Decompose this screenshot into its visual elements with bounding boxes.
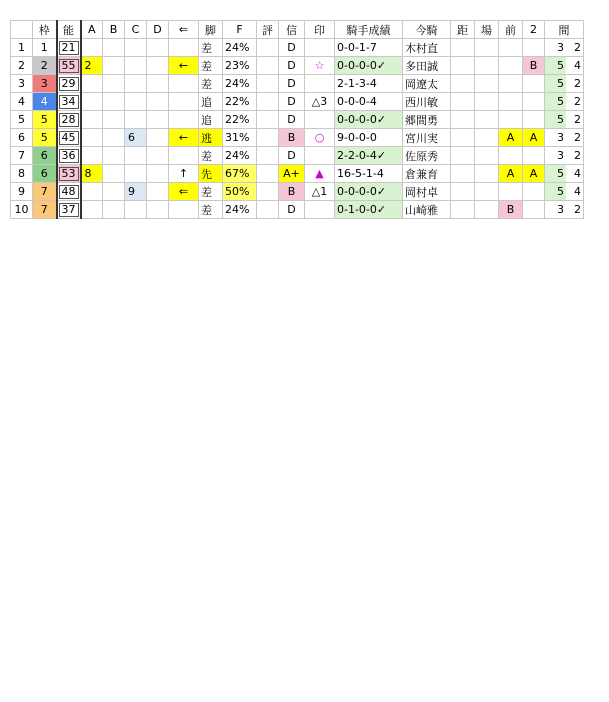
hyoka-cell bbox=[257, 111, 279, 129]
mae-cell bbox=[499, 75, 523, 93]
kyori-cell bbox=[451, 201, 475, 219]
hyoka-cell bbox=[257, 57, 279, 75]
kyakushitsu-cell: 差 bbox=[199, 183, 223, 201]
jockey-cell: 岡遼太 bbox=[403, 75, 451, 93]
kyori-cell bbox=[451, 39, 475, 57]
kankaku-a: 5 bbox=[545, 93, 566, 110]
kyakushitsu-cell: 差 bbox=[199, 57, 223, 75]
kankaku-a: 3 bbox=[557, 41, 564, 54]
table-row bbox=[11, 93, 584, 111]
ni-cell bbox=[523, 111, 545, 129]
kyakushitsu-cell: 差 bbox=[199, 201, 223, 219]
rank-b-cell bbox=[103, 57, 125, 75]
nouryoku-cell: 36 bbox=[57, 147, 81, 165]
table-row bbox=[11, 183, 584, 201]
ni-cell bbox=[523, 39, 545, 57]
nouryoku-cell: 34 bbox=[57, 93, 81, 111]
jockey-cell: 郷間勇 bbox=[403, 111, 451, 129]
shinrai-cell: D bbox=[279, 39, 305, 57]
kyori-cell bbox=[451, 147, 475, 165]
shinrai-cell: D bbox=[279, 147, 305, 165]
shirushi-cell bbox=[305, 75, 335, 93]
kyori-cell bbox=[451, 111, 475, 129]
table-row bbox=[11, 165, 584, 183]
kankaku-a: 5 bbox=[545, 57, 566, 74]
waku-cell: 5 bbox=[33, 129, 57, 147]
mae-cell bbox=[499, 57, 523, 75]
waku-cell: 3 bbox=[33, 75, 57, 93]
ni-cell bbox=[523, 75, 545, 93]
mae-cell bbox=[499, 93, 523, 111]
umaban-cell: 7 bbox=[11, 147, 33, 165]
jockey-record-cell: 2-1-3-4 bbox=[335, 75, 403, 93]
rank-c-cell bbox=[125, 111, 147, 129]
kyakushitsu-cell: 追 bbox=[199, 111, 223, 129]
header-f-rate: F bbox=[223, 21, 257, 39]
header-hyoka: 評 bbox=[257, 21, 279, 39]
ba-cell bbox=[475, 111, 499, 129]
rank-c-cell: 6 bbox=[125, 129, 147, 147]
jockey-cell: 多田誠 bbox=[403, 57, 451, 75]
header-rank-a: A bbox=[81, 21, 103, 39]
ba-cell bbox=[475, 183, 499, 201]
rank-b-cell bbox=[103, 165, 125, 183]
kyori-cell bbox=[451, 93, 475, 111]
arrow-cell: ↑ bbox=[169, 165, 199, 183]
rank-c-cell bbox=[125, 201, 147, 219]
rank-d-cell bbox=[147, 147, 169, 165]
ba-cell bbox=[475, 57, 499, 75]
header-ni: 2 bbox=[523, 21, 545, 39]
rank-c-cell bbox=[125, 147, 147, 165]
header-rank-c: C bbox=[125, 21, 147, 39]
kankaku-b: 4 bbox=[574, 59, 581, 72]
arrow-cell bbox=[169, 201, 199, 219]
jockey-cell: 倉兼育 bbox=[403, 165, 451, 183]
rank-a-cell bbox=[81, 147, 103, 165]
header-kyakushitsu: 脚 bbox=[199, 21, 223, 39]
waku-cell: 2 bbox=[33, 57, 57, 75]
jockey-cell: 岡村卓 bbox=[403, 183, 451, 201]
rank-b-cell bbox=[103, 93, 125, 111]
rank-c-cell bbox=[125, 57, 147, 75]
kyori-cell bbox=[451, 165, 475, 183]
table-row bbox=[11, 39, 584, 57]
jockey-record-cell: 0-1-0-0✓ bbox=[335, 201, 403, 219]
nouryoku-cell: 29 bbox=[57, 75, 81, 93]
kyakushitsu-cell: 差 bbox=[199, 147, 223, 165]
jockey-cell: 西川敏 bbox=[403, 93, 451, 111]
table-row bbox=[11, 57, 584, 75]
ni-cell: A bbox=[523, 129, 545, 147]
f-rate-cell: 24% bbox=[223, 201, 257, 219]
jockey-record-cell: 0-0-0-0✓ bbox=[335, 183, 403, 201]
kankaku-b: 2 bbox=[574, 149, 581, 162]
umaban-cell: 4 bbox=[11, 93, 33, 111]
rank-d-cell bbox=[147, 111, 169, 129]
kankaku-a: 3 bbox=[557, 131, 564, 144]
kankaku-a: 5 bbox=[545, 165, 566, 182]
arrow-cell: ⇐ bbox=[169, 183, 199, 201]
rank-c-cell bbox=[125, 39, 147, 57]
rank-b-cell bbox=[103, 39, 125, 57]
waku-cell: 1 bbox=[33, 39, 57, 57]
ba-cell bbox=[475, 147, 499, 165]
waku-cell: 6 bbox=[33, 165, 57, 183]
waku-cell: 6 bbox=[33, 147, 57, 165]
shinrai-cell: B bbox=[279, 183, 305, 201]
kankaku-b: 2 bbox=[574, 41, 581, 54]
rank-a-cell bbox=[81, 111, 103, 129]
ni-cell bbox=[523, 93, 545, 111]
kankaku-b: 2 bbox=[574, 113, 581, 126]
kankaku-cell bbox=[545, 129, 584, 147]
jockey-record-cell: 2-2-0-4✓ bbox=[335, 147, 403, 165]
header-ba: 場 bbox=[475, 21, 499, 39]
shinrai-cell: D bbox=[279, 75, 305, 93]
rank-b-cell bbox=[103, 147, 125, 165]
rank-d-cell bbox=[147, 129, 169, 147]
jockey-record-cell: 0-0-0-0✓ bbox=[335, 57, 403, 75]
ni-cell: B bbox=[523, 57, 545, 75]
nouryoku-cell: 28 bbox=[57, 111, 81, 129]
nouryoku-cell: 48 bbox=[57, 183, 81, 201]
kankaku-b: 2 bbox=[574, 77, 581, 90]
jockey-record-cell: 16-5-1-4 bbox=[335, 165, 403, 183]
rank-a-cell bbox=[81, 39, 103, 57]
arrow-cell bbox=[169, 75, 199, 93]
header-nouryoku: 能 bbox=[57, 21, 81, 39]
kankaku-cell bbox=[545, 183, 584, 201]
shinrai-cell: A+ bbox=[279, 165, 305, 183]
race-table-7r bbox=[10, 20, 584, 219]
header-jockey-record: 騎手成績 bbox=[335, 21, 403, 39]
waku-cell: 7 bbox=[33, 201, 57, 219]
shirushi-cell: ☆ bbox=[305, 57, 335, 75]
kyori-cell bbox=[451, 75, 475, 93]
kankaku-a: 3 bbox=[557, 149, 564, 162]
kankaku-cell bbox=[545, 201, 584, 219]
kankaku-cell bbox=[545, 93, 584, 111]
mae-cell bbox=[499, 147, 523, 165]
race-block-7r bbox=[10, 2, 584, 219]
header-mae: 前 bbox=[499, 21, 523, 39]
nouryoku-cell: 37 bbox=[57, 201, 81, 219]
jockey-record-cell: 0-0-1-7 bbox=[335, 39, 403, 57]
header-waku: 枠 bbox=[33, 21, 57, 39]
umaban-cell: 6 bbox=[11, 129, 33, 147]
waku-cell: 4 bbox=[33, 93, 57, 111]
hyoka-cell bbox=[257, 183, 279, 201]
arrow-cell: ← bbox=[169, 129, 199, 147]
kankaku-cell bbox=[545, 57, 584, 75]
f-rate-cell: 23% bbox=[223, 57, 257, 75]
header-shirushi: 印 bbox=[305, 21, 335, 39]
rank-a-cell: 8 bbox=[81, 165, 103, 183]
mae-cell: A bbox=[499, 165, 523, 183]
mae-cell bbox=[499, 39, 523, 57]
kankaku-a: 3 bbox=[557, 203, 564, 216]
rank-b-cell bbox=[103, 111, 125, 129]
kankaku-b: 2 bbox=[574, 95, 581, 108]
kyori-cell bbox=[451, 183, 475, 201]
rank-c-cell bbox=[125, 165, 147, 183]
ba-cell bbox=[475, 165, 499, 183]
kankaku-cell bbox=[545, 147, 584, 165]
kankaku-cell bbox=[545, 39, 584, 57]
header-row bbox=[11, 21, 584, 39]
umaban-cell: 8 bbox=[11, 165, 33, 183]
rank-c-cell bbox=[125, 75, 147, 93]
nouryoku-cell: 55 bbox=[57, 57, 81, 75]
header-rank-b: B bbox=[103, 21, 125, 39]
header-shinrai: 信 bbox=[279, 21, 305, 39]
jockey-cell: 佐原秀 bbox=[403, 147, 451, 165]
shirushi-cell: △3 bbox=[305, 93, 335, 111]
shirushi-cell: ○ bbox=[305, 129, 335, 147]
rank-d-cell bbox=[147, 201, 169, 219]
mae-cell: B bbox=[499, 201, 523, 219]
hyoka-cell bbox=[257, 39, 279, 57]
jockey-record-cell: 0-0-0-4 bbox=[335, 93, 403, 111]
arrow-cell bbox=[169, 39, 199, 57]
umaban-cell: 2 bbox=[11, 57, 33, 75]
hyoka-cell bbox=[257, 129, 279, 147]
ni-cell: A bbox=[523, 165, 545, 183]
race-header bbox=[10, 2, 584, 20]
shinrai-cell: D bbox=[279, 111, 305, 129]
rank-d-cell bbox=[147, 93, 169, 111]
kankaku-cell bbox=[545, 75, 584, 93]
kankaku-cell bbox=[545, 165, 584, 183]
kyakushitsu-cell: 先 bbox=[199, 165, 223, 183]
kankaku-cell bbox=[545, 111, 584, 129]
hyoka-cell bbox=[257, 165, 279, 183]
rank-d-cell bbox=[147, 165, 169, 183]
header-rank-d: D bbox=[147, 21, 169, 39]
arrow-cell bbox=[169, 111, 199, 129]
rank-a-cell bbox=[81, 129, 103, 147]
header-arrow: ⇐ bbox=[169, 21, 199, 39]
arrow-cell bbox=[169, 93, 199, 111]
hyoka-cell bbox=[257, 147, 279, 165]
rank-a-cell bbox=[81, 93, 103, 111]
rank-d-cell bbox=[147, 183, 169, 201]
kankaku-b: 4 bbox=[574, 185, 581, 198]
kankaku-a: 5 bbox=[545, 75, 566, 92]
rank-c-cell bbox=[125, 93, 147, 111]
shirushi-cell bbox=[305, 147, 335, 165]
kankaku-b: 2 bbox=[574, 203, 581, 216]
f-rate-cell: 50% bbox=[223, 183, 257, 201]
shirushi-cell bbox=[305, 111, 335, 129]
umaban-cell: 10 bbox=[11, 201, 33, 219]
f-rate-cell: 67% bbox=[223, 165, 257, 183]
nouryoku-cell: 21 bbox=[57, 39, 81, 57]
ba-cell bbox=[475, 201, 499, 219]
ba-cell bbox=[475, 75, 499, 93]
rank-d-cell bbox=[147, 75, 169, 93]
shirushi-cell bbox=[305, 201, 335, 219]
rank-c-cell: 9 bbox=[125, 183, 147, 201]
f-rate-cell: 24% bbox=[223, 75, 257, 93]
umaban-cell: 5 bbox=[11, 111, 33, 129]
f-rate-cell: 24% bbox=[223, 147, 257, 165]
waku-cell: 7 bbox=[33, 183, 57, 201]
rank-a-cell bbox=[81, 183, 103, 201]
shirushi-cell: △1 bbox=[305, 183, 335, 201]
rank-b-cell bbox=[103, 183, 125, 201]
jockey-record-cell: 9-0-0-0 bbox=[335, 129, 403, 147]
ba-cell bbox=[475, 129, 499, 147]
shirushi-cell bbox=[305, 39, 335, 57]
ni-cell bbox=[523, 147, 545, 165]
rank-b-cell bbox=[103, 201, 125, 219]
table-row bbox=[11, 75, 584, 93]
waku-cell: 5 bbox=[33, 111, 57, 129]
ni-cell bbox=[523, 183, 545, 201]
rank-a-cell bbox=[81, 201, 103, 219]
nouryoku-cell: 53 bbox=[57, 165, 81, 183]
f-rate-cell: 22% bbox=[223, 111, 257, 129]
rank-a-cell bbox=[81, 75, 103, 93]
mae-cell: A bbox=[499, 129, 523, 147]
kyori-cell bbox=[451, 57, 475, 75]
header-jockey: 今騎 bbox=[403, 21, 451, 39]
kyakushitsu-cell: 差 bbox=[199, 39, 223, 57]
jockey-record-cell: 0-0-0-0✓ bbox=[335, 111, 403, 129]
ba-cell bbox=[475, 39, 499, 57]
shinrai-cell: D bbox=[279, 201, 305, 219]
hyoka-cell bbox=[257, 201, 279, 219]
jockey-cell: 山崎雅 bbox=[403, 201, 451, 219]
jockey-cell: 宮川実 bbox=[403, 129, 451, 147]
header-kankaku: 間 bbox=[545, 21, 584, 39]
table-row bbox=[11, 147, 584, 165]
mae-cell bbox=[499, 111, 523, 129]
rank-d-cell bbox=[147, 57, 169, 75]
rank-b-cell bbox=[103, 75, 125, 93]
mae-cell bbox=[499, 183, 523, 201]
f-rate-cell: 24% bbox=[223, 39, 257, 57]
table-row bbox=[11, 111, 584, 129]
ba-cell bbox=[475, 93, 499, 111]
rank-a-cell: 2 bbox=[81, 57, 103, 75]
shinrai-cell: D bbox=[279, 57, 305, 75]
hyoka-cell bbox=[257, 75, 279, 93]
rank-d-cell bbox=[147, 39, 169, 57]
header-umaban bbox=[11, 21, 33, 39]
shinrai-cell: B bbox=[279, 129, 305, 147]
umaban-cell: 1 bbox=[11, 39, 33, 57]
arrow-cell: ← bbox=[169, 57, 199, 75]
kankaku-b: 4 bbox=[574, 167, 581, 180]
hyoka-cell bbox=[257, 93, 279, 111]
kyakushitsu-cell: 追 bbox=[199, 93, 223, 111]
kankaku-b: 2 bbox=[574, 131, 581, 144]
shirushi-cell: ▲ bbox=[305, 165, 335, 183]
f-rate-cell: 31% bbox=[223, 129, 257, 147]
table-row bbox=[11, 129, 584, 147]
jockey-cell: 木村直 bbox=[403, 39, 451, 57]
table-row bbox=[11, 201, 584, 219]
umaban-cell: 9 bbox=[11, 183, 33, 201]
kyakushitsu-cell: 差 bbox=[199, 75, 223, 93]
kankaku-a: 5 bbox=[545, 183, 566, 200]
rank-b-cell bbox=[103, 129, 125, 147]
ni-cell bbox=[523, 201, 545, 219]
arrow-cell bbox=[169, 147, 199, 165]
shinrai-cell: D bbox=[279, 93, 305, 111]
header-kyori: 距 bbox=[451, 21, 475, 39]
kyakushitsu-cell: 逃 bbox=[199, 129, 223, 147]
kankaku-a: 5 bbox=[545, 111, 566, 128]
umaban-cell: 3 bbox=[11, 75, 33, 93]
kyori-cell bbox=[451, 129, 475, 147]
f-rate-cell: 22% bbox=[223, 93, 257, 111]
nouryoku-cell: 45 bbox=[57, 129, 81, 147]
